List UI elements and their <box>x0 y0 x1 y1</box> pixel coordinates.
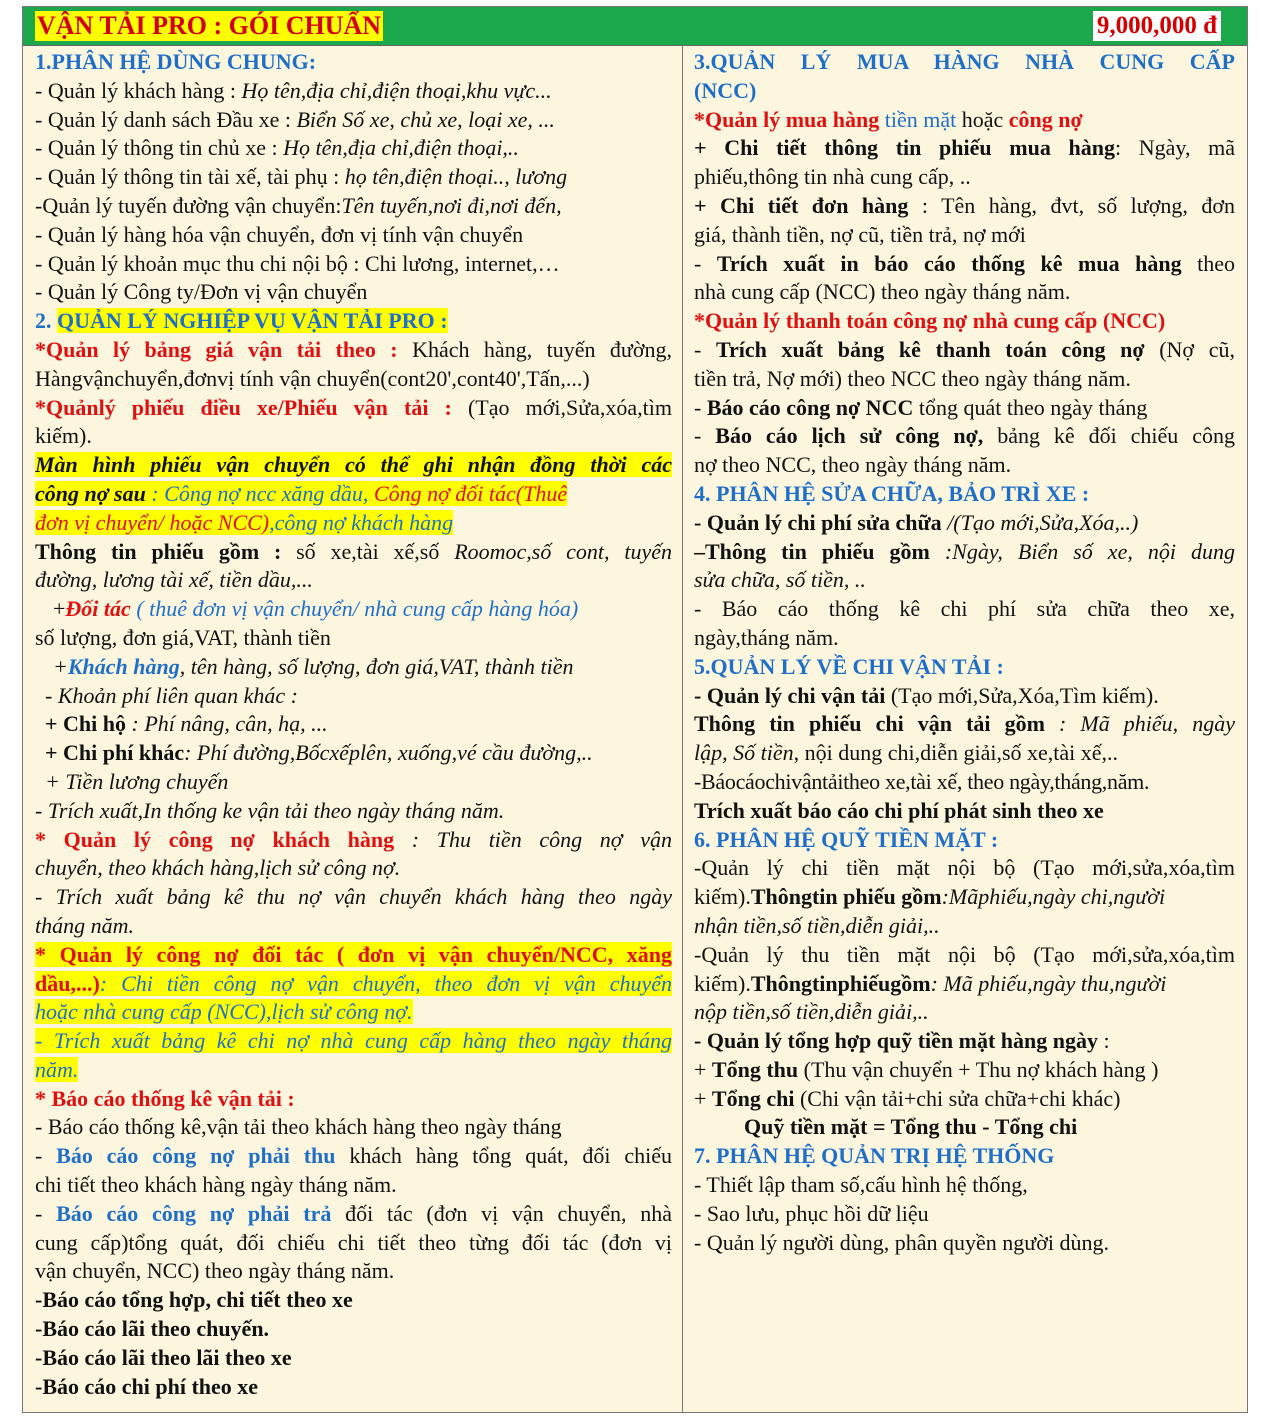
manhinh-line-1: Màn hình phiếu vận chuyển có thể ghi nhận đồng thời các <box>35 452 672 478</box>
s3-line: nợ theo NCC, theo ngày tháng năm. <box>694 452 1012 478</box>
s1-item: - Quản lý danh sách Đầu xe : Biển Số xe, chủ xe, loại xe, ... <box>35 106 555 132</box>
s3-line: tiền trả, Nợ mới) theo NCC theo ngày tháng năm. <box>694 365 1131 391</box>
s4-line: ngày,tháng năm. <box>694 624 839 650</box>
s4-line: –Thông tin phiếu gồm :Ngày, Biển số xe, nội dung <box>694 538 1235 564</box>
section-7-title: 7. PHÂN HỆ QUẢN TRỊ HỆ THỐNG <box>694 1143 1055 1169</box>
s3-line: + Chi tiết đơn hàng : Tên hàng, đvt, số lượng, đơn <box>694 192 1235 218</box>
khoan-phi: - Khoản phí liên quan khác : <box>45 682 298 708</box>
s6-line: nộp tiền,số tiền,diễn giải,.. <box>694 999 929 1025</box>
baocao-bold: -Báo cáo chi phí theo xe <box>35 1373 259 1399</box>
s7-item: - Sao lưu, phục hồi dữ liệu <box>694 1200 929 1226</box>
trichxuat-line: - Trích xuất,In thống ke vận tải theo ngày tháng năm. <box>35 797 505 823</box>
baocao-2: - Báo cáo công nợ phải thu khách hàng tổng quát, đối chiếu <box>35 1143 672 1169</box>
s6-line: kiếm).Thôngtin phiếu gồm:Mãphiếu,ngày chi,người <box>694 884 1166 910</box>
s3-line: *Quản lý mua hàng tiền mặt hoặc công nợ <box>694 106 1083 132</box>
cnkh-tx-2: tháng năm. <box>35 912 134 938</box>
section-5-title: 5.QUẢN LÝ VỀ CHI VẬN TẢI : <box>694 653 1004 679</box>
s4-line: - Báo cáo thống kê chi phí sửa chữa theo xe, <box>694 596 1235 622</box>
s4-line: - Quản lý chi phí sửa chữa /(Tạo mới,Sửa,Xóa,..) <box>694 509 1139 535</box>
ttp-line-1: Thông tin phiếu gồm : số xe,tài xế,số Roomoc,số cont, tuyến <box>35 538 672 564</box>
s3-line: - Trích xuất bảng kê thanh toán công nợ (Nợ cũ, <box>694 336 1235 362</box>
phieu-line-2: kiếm). <box>35 423 92 449</box>
baocao-1: - Báo cáo thống kê,vận tải theo khách hàng theo ngày tháng <box>35 1114 562 1140</box>
s3-line: + Chi tiết thông tin phiếu mua hàng: Ngày, mã <box>694 135 1235 161</box>
baocao-bold: -Báo cáo lãi theo chuyến. <box>35 1316 270 1342</box>
tienluong-line: + Tiền lương chuyến <box>45 768 229 794</box>
s5-line: Trích xuất báo cáo chi phí phát sinh theo xe <box>694 797 1104 823</box>
s1-item: - Quản lý thông tin tài xế, tài phụ : họ tên,điện thoại.., lương <box>35 164 568 190</box>
s3-line: nhà cung cấp (NCC) theo ngày tháng năm. <box>694 279 1071 305</box>
header-bar <box>23 7 1247 46</box>
s3-line: phiếu,thông tin nhà cung cấp, .. <box>694 164 971 190</box>
s5-line: - Quản lý chi vận tải (Tạo mới,Sửa,Xóa,Tìm kiếm). <box>694 682 1159 708</box>
s3-tt-title: *Quản lý thanh toán công nợ nhà cung cấp (NCC) <box>694 308 1166 334</box>
manhinh-line-3: đơn vị chuyển/ hoặc NCC),công nợ khách hàng <box>35 509 454 535</box>
khachhang-line: +Khách hàng, tên hàng, số lượng, đơn giá,VAT, thành tiền <box>53 653 574 679</box>
baocao-bold: -Báo cáo lãi theo lãi theo xe <box>35 1344 292 1370</box>
s6-line: -Quản lý thu tiền mặt nội bộ (Tạo mới,sửa,xóa,tìm <box>694 941 1235 967</box>
cndt-tx-2: năm. <box>35 1056 79 1082</box>
left-column <box>23 46 683 1412</box>
chiphi-line: + Chi phí khác: Phí đường,Bốcxếplên, xuống,vé cầu đường,.. <box>45 740 593 766</box>
cndt-tx-1: - Trích xuất bảng kê chi nợ nhà cung cấp hàng theo ngày tháng <box>35 1028 672 1054</box>
s5-line: Thông tin phiếu chi vận tải gồm : Mã phiếu, ngày <box>694 711 1235 737</box>
doitac-line-2: số lượng, đơn giá,VAT, thành tiền <box>35 624 331 650</box>
baocao-3b: cung cấp)tổng quát, đối chiếu chi tiết theo từng đối tác (đơn vị <box>35 1229 672 1255</box>
s3-line: giá, thành tiền, nợ cũ, tiền trả, nợ mới <box>694 221 1026 247</box>
ttp-line-2: đường, lương tài xế, tiền dầu,... <box>35 567 313 593</box>
bang-gia-line-2: Hàngvậnchuyển,đơnvị tính vận chuyển(cont20',cont40',Tấn,...) <box>35 365 590 391</box>
package-price: 9,000,000 đ <box>1093 11 1221 41</box>
baocao-2b: chi tiết theo khách hàng ngày tháng năm. <box>35 1172 397 1198</box>
cndt-line-1: * Quản lý công nợ đối tác ( đơn vị vận chuyển/NCC, xăng <box>35 941 672 967</box>
s7-item: - Thiết lập tham số,cấu hình hệ thống, <box>694 1172 1028 1198</box>
s6-line: + Tổng chi (Chi vận tải+chi sửa chữa+chi khác) <box>694 1085 1121 1111</box>
section-2-title: 2. QUẢN LÝ NGHIỆP VỤ VẬN TẢI PRO : <box>35 308 448 334</box>
section-3-title-2: (NCC) <box>694 77 757 103</box>
s3-line: - Trích xuất in báo cáo thống kê mua hàng theo <box>694 250 1235 276</box>
cndt-line-3: hoặc nhà cung cấp (NCC),lịch sử công nợ. <box>35 999 413 1025</box>
section-6-title: 6. PHÂN HỆ QUỸ TIỀN MẶT : <box>694 826 999 852</box>
cnkh-tx-1: - Trích xuất bảng kê thu nợ vận chuyển khách hàng theo ngày <box>35 884 672 910</box>
section-3-title: 3.QUẢN LÝ MUA HÀNG NHÀ CUNG CẤP <box>694 49 1235 74</box>
s6-line: + Tổng thu (Thu vận chuyển + Thu nợ khách hàng ) <box>694 1056 1159 1082</box>
baocao-3c: vận chuyển, NCC) theo ngày tháng năm. <box>35 1258 395 1284</box>
s5-line: lập, Số tiền, nội dung chi,diễn giải,số xe,tài xế,.. <box>694 740 1119 766</box>
package-title: VẬN TẢI PRO : GÓI CHUẨN <box>37 11 382 40</box>
s5-line: -Báocáochivậntảitheo xe,tài xế, theo ngày,tháng,năm. <box>694 768 1150 794</box>
right-column <box>684 46 1247 1412</box>
s1-item: - Quản lý thông tin chủ xe : Họ tên,địa chỉ,điện thoại,.. <box>35 135 519 161</box>
section-4-title: 4. PHÂN HỆ SỬA CHỮA, BẢO TRÌ XE : <box>694 480 1090 506</box>
section-1-title: 1.PHÂN HỆ DÙNG CHUNG: <box>35 49 317 74</box>
s1-item: - Quản lý hàng hóa vận chuyển, đơn vị tính vận chuyển <box>35 221 524 247</box>
s1-item: - Quản lý Công ty/Đơn vị vận chuyển <box>35 279 368 305</box>
s1-item: - Quản lý khoản mục thu chi nội bộ : Chi lương, internet,… <box>35 250 560 276</box>
cnkh-line-2: chuyển, theo khách hàng,lịch sử công nợ. <box>35 855 401 881</box>
s6-formula: Quỹ tiền mặt = Tổng thu - Tổng chi <box>744 1114 1078 1140</box>
document-frame <box>22 6 1248 1413</box>
s7-item: - Quản lý người dùng, phân quyền người dùng. <box>694 1229 1109 1255</box>
chiho-line: + Chi hộ : Phí nâng, cân, hạ, ... <box>45 711 328 737</box>
s4-line: sửa chữa, số tiền, .. <box>694 567 866 593</box>
s3-line: - Báo cáo công nợ NCC tổng quát theo ngày tháng <box>694 394 1148 420</box>
s3-line: - Báo cáo lịch sử công nợ, bảng kê đối chiếu công <box>694 423 1235 449</box>
s1-item: - Quản lý khách hàng : Họ tên,địa chỉ,điện thoại,khu vực... <box>35 77 552 103</box>
doitac-line: +Đối tác ( thuê đơn vị vận chuyển/ nhà cung cấp hàng hóa) <box>53 596 579 622</box>
baocao-3: - Báo cáo công nợ phải trả đối tác (đơn vị vận chuyển, nhà <box>35 1200 672 1226</box>
cnkh-line-1: * Quản lý công nợ khách hàng : Thu tiền công nợ vận <box>35 826 672 852</box>
s6-line: -Quản lý chi tiền mặt nội bộ (Tạo mới,sửa,xóa,tìm <box>694 855 1235 881</box>
s6-line: kiếm).Thôngtinphiếugồm: Mã phiếu,ngày thu,người <box>694 970 1167 996</box>
cndt-line-2: dầu,...): Chi tiền công nợ vận chuyển, theo đơn vị vận chuyển <box>35 970 672 996</box>
phieu-line: *Quảnlý phiếu điều xe/Phiếu vận tải : (Tạo mới,Sửa,xóa,tìm <box>35 394 672 420</box>
baocao-title: * Báo cáo thống kê vận tải : <box>35 1085 295 1111</box>
s6-line: - Quản lý tổng hợp quỹ tiền mặt hàng ngày : <box>694 1028 1110 1054</box>
bang-gia-line: *Quản lý bảng giá vận tải theo : Khách hàng, tuyến đường, <box>35 336 672 362</box>
s1-item: -Quản lý tuyến đường vận chuyển:Tên tuyến,nơi đi,nơi đến, <box>35 192 562 218</box>
manhinh-line-2: công nợ sau : Công nợ ncc xăng dầu, Công nợ đối tác(Thuê <box>35 480 568 506</box>
baocao-bold: -Báo cáo tổng hợp, chi tiết theo xe <box>35 1287 353 1313</box>
s6-line: nhận tiền,số tiền,diễn giải,.. <box>694 912 940 938</box>
